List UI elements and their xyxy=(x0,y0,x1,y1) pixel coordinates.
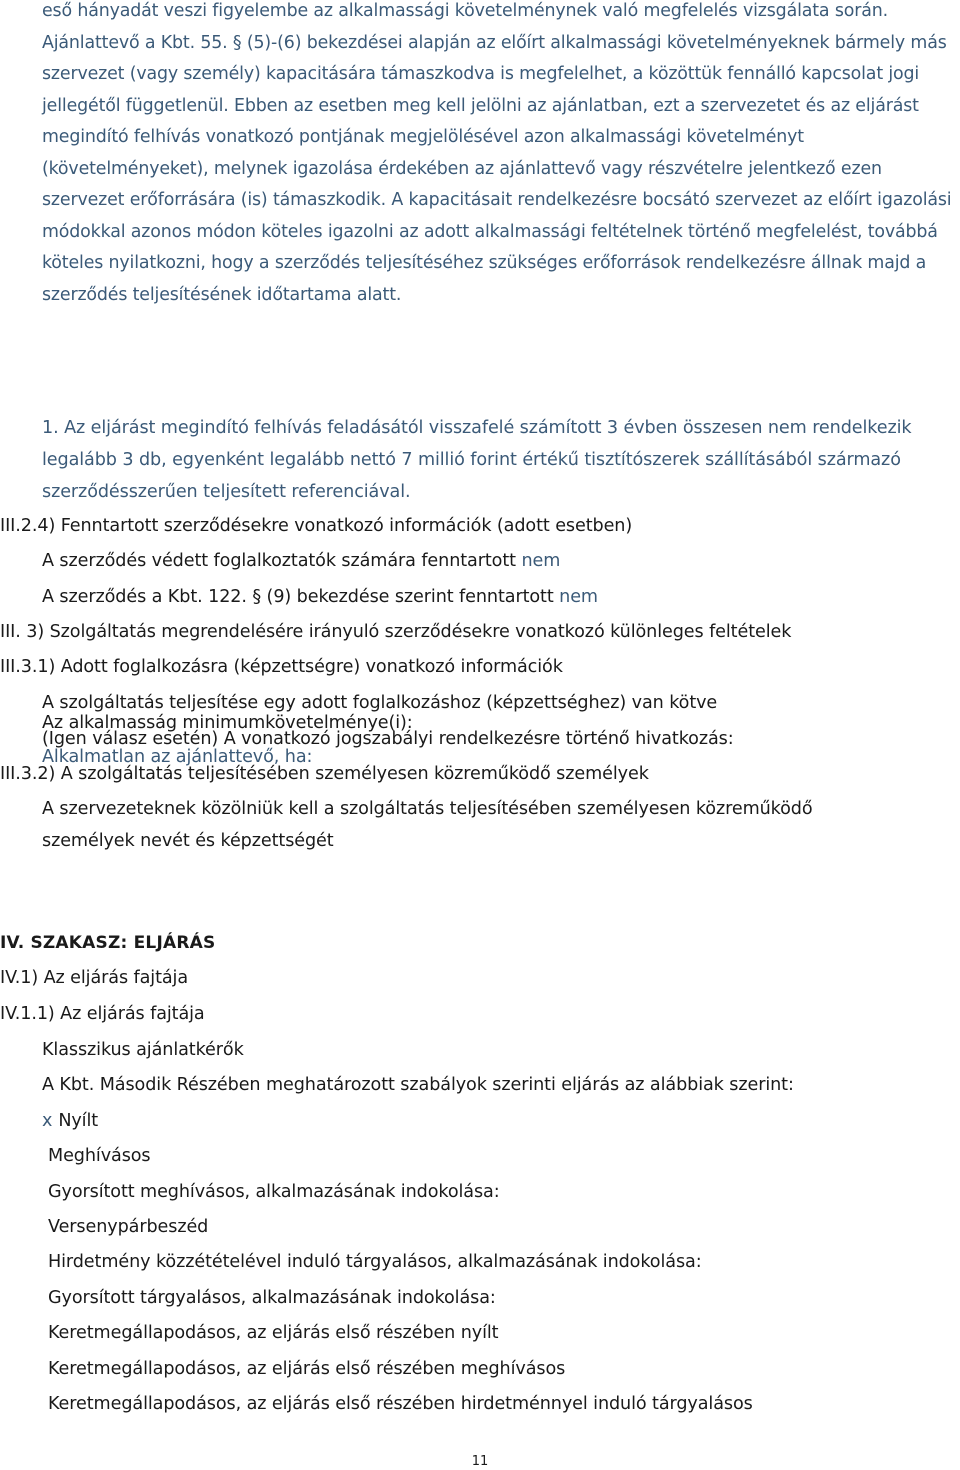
min-requirement-label: Az alkalmasság minimumkövetelménye(i): xyxy=(42,713,413,733)
reserved-row-2-label: A szerződés a Kbt. 122. § (9) bekezdése szerint fenntartott xyxy=(42,587,554,607)
section-4-heading: IV. SZAKASZ: ELJÁRÁS xyxy=(0,933,216,953)
procedure-option-restricted: Meghívásos xyxy=(48,1146,151,1166)
section-3-2-4-number: III.2. xyxy=(0,516,38,536)
criterion-1-line-1: 1. Az eljárást megindító felhívás feladásától visszafelé számított 3 évben összesen nem rendelkezik xyxy=(42,418,912,438)
criterion-1-line-3: szerződésszerűen teljesített referenciával. xyxy=(42,482,411,502)
section-3-3-1-line-1: A szolgáltatás teljesítése egy adott foglalkozáshoz (képzettséghez) van kötve xyxy=(42,693,718,713)
reserved-row-1 xyxy=(42,550,560,572)
procedure-option-negotiated-with-notice: Hirdetmény közzétételével induló tárgyalásos, alkalmazásának indokolása: xyxy=(48,1252,702,1272)
procedure-option-accelerated-restricted: Gyorsított meghívásos, alkalmazásának indokolása: xyxy=(48,1182,500,1202)
classic-contracting-label: Klasszikus ajánlatkérők xyxy=(42,1040,244,1060)
procedure-option-accelerated-negotiated: Gyorsított tárgyalásos, alkalmazásának indokolása: xyxy=(48,1288,496,1308)
procedure-option-framework-negotiated: Keretmegállapodásos, az eljárás első részében hirdetménnyel induló tárgyalásos xyxy=(48,1394,753,1414)
section-3-3-heading: III. 3) Szolgáltatás megrendelésére irányuló szerződésekre vonatkozó különleges feltételek xyxy=(0,622,792,642)
procedure-option-framework-open: Keretmegállapodásos, az eljárás első részében nyílt xyxy=(48,1323,499,1343)
procedure-option-open xyxy=(42,1110,98,1132)
procedure-option-framework-restricted: Keretmegállapodásos, az eljárás első részében meghívásos xyxy=(48,1359,566,1379)
section-3-3-2-heading: III.3.2) A szolgáltatás teljesítésében személyesen közreműködő személyek xyxy=(0,764,649,784)
section-3-2-4-heading xyxy=(0,515,632,537)
intro-paragraph: eső hányadát veszi figyelembe az alkalmassági követelménynek való megfelelés vizsgálata során. Ajánlattevő a Kbt. 55. § (5)-(6) bekezdései alapján az előírt alkalmassági követelményeknek bármely más szervezet (vagy személy) kapacitására támaszkodva is megfelelhet, a közöttük fennálló kapcsolat jogi jellegétől függetlenül. Ebben az esetben meg kell jelölni az ajánlatban, ezt a szervezetet és az eljárást megindító felhívás vonatkozó pontjának megjelölésével azon alkalmassági követelményt (követelményeket), melynek igazolása érdekében az ajánlattevő vagy részvételre jelentkező ezen szervezet erőforrására (is) támaszkodik. A kapacitásait rendelkezésre bocsátó szervezet az előírt igazolási módokkal azonos módon köteles igazolni az adott alkalmassági feltételnek történő megfelelést, továbbá köteles nyilatkozni, hogy a szerződés teljesítéséhez szükséges erőforrások rendelkezésre állnak majd a szerződés teljesítésének időtartama alatt. xyxy=(42,1,952,305)
reserved-row-2 xyxy=(42,586,598,608)
selected-mark: x xyxy=(42,1111,53,1131)
section-3-3-2-line-2: személyek nevét és képzettségét xyxy=(42,831,334,851)
section-3-3-1-heading: III.3.1) Adott foglalkozásra (képzettségre) vonatkozó információk xyxy=(0,657,563,677)
page-number: 11 xyxy=(471,1454,489,1469)
reserved-row-1-value: nem xyxy=(521,551,561,571)
section-4-1-1-heading: IV.1.1) Az eljárás fajtája xyxy=(0,1004,205,1024)
section-3-3-2-line-1: A szervezeteknek közölniük kell a szolgáltatás teljesítésében személyesen közreműködő xyxy=(42,799,813,819)
section-3-2-4-title: 4) Fenntartott szerződésekre vonatkozó információk (adott esetben) xyxy=(37,516,633,536)
criterion-1-line-2: legalább 3 db, egyenként legalább nettó 7 millió forint értékű tisztítószerek szállításából származó xyxy=(42,450,901,470)
reserved-row-1-label: A szerződés védett foglalkoztatók számára fenntartott xyxy=(42,551,516,571)
section-4-1-heading: IV.1) Az eljárás fajtája xyxy=(0,968,189,988)
section-3-3-1-line-2: (Igen válasz esetén) A vonatkozó jogszabályi rendelkezésre történő hivatkozás: xyxy=(42,729,734,749)
procedure-intro: A Kbt. Második Részében meghatározott szabályok szerinti eljárás az alábbiak szerint: xyxy=(42,1075,794,1095)
unfit-label: Alkalmatlan az ajánlattevő, ha: xyxy=(42,747,313,767)
procedure-option-label: Nyílt xyxy=(58,1111,99,1131)
procedure-option-competitive-dialogue: Versenypárbeszéd xyxy=(48,1217,209,1237)
reserved-row-2-value: nem xyxy=(559,587,598,607)
